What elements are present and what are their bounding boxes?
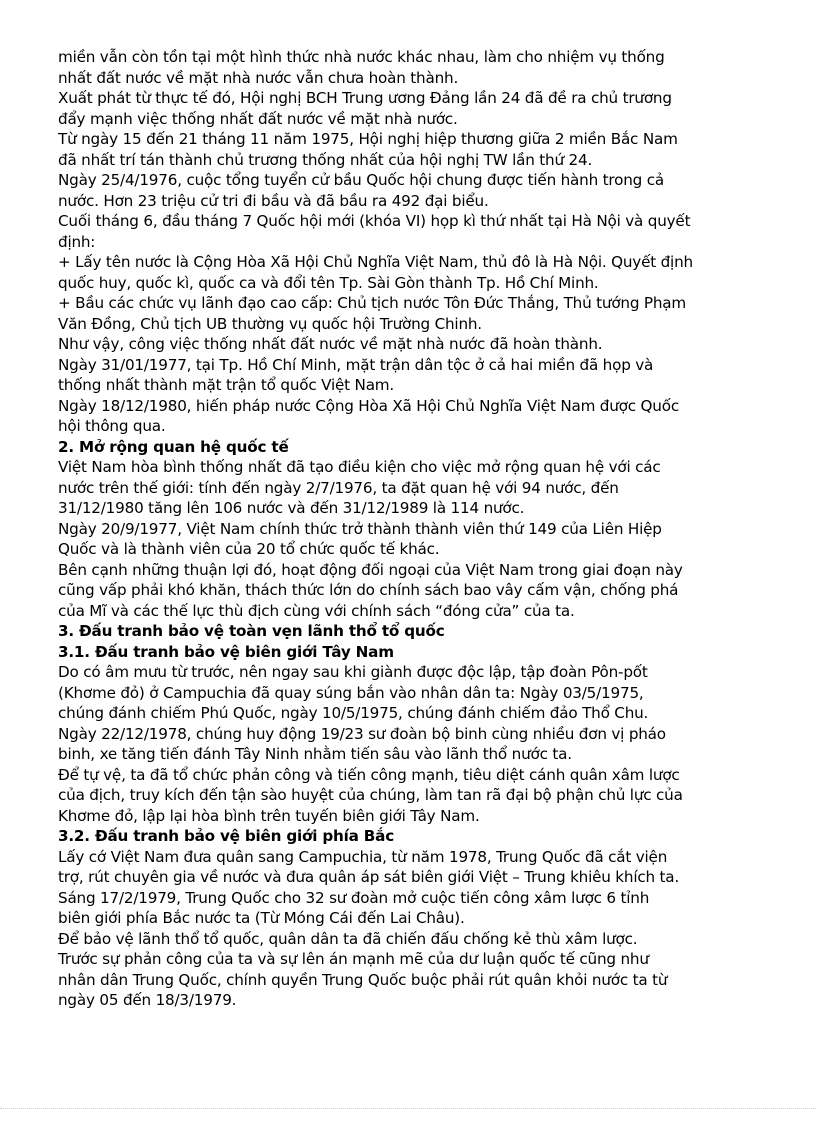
- text-line: Như vậy, công việc thống nhất đất nước về mặt nhà nước đã hoàn thành.: [58, 335, 603, 353]
- text-line: Ngày 20/9/1977, Việt Nam chính thức trở thành thành viên thứ 149 của Liên Hiệp: [58, 519, 662, 538]
- text-line: Sáng 17/2/1979, Trung Quốc cho 32 sư đoàn mở cuộc tiến công xâm lược 6 tỉnh: [58, 888, 650, 907]
- text-line: Ngày 22/12/1978, chúng huy động 19/23 sư đoàn bộ binh cùng nhiều đơn vị pháo: [58, 724, 666, 743]
- text-line: Việt Nam hòa bình thống nhất đã tạo điều kiện cho việc mở rộng quan hệ với các: [58, 458, 661, 476]
- text-line: nước trên thế giới: tính đến ngày 2/7/1976, ta đặt quan hệ với 94 nước, đến: [58, 478, 619, 497]
- text-line: Văn Đồng, Chủ tịch UB thường vụ quốc hội Trường Chinh.: [58, 314, 482, 333]
- text-line: 31/12/1980 tăng lên 106 nước và đến 31/12/1989 là 114 nước.: [58, 499, 525, 517]
- page-bottom-divider: [0, 1108, 816, 1110]
- text-line: thống nhất thành mặt trận tổ quốc Việt Nam.: [58, 376, 395, 394]
- text-line: Trước sự phản công của ta và sự lên án mạnh mẽ của dư luận quốc tế cũng như: [58, 950, 649, 968]
- section-heading: 3. Đấu tranh bảo vệ toàn vẹn lãnh thổ tổ quốc: [58, 622, 445, 640]
- text-line: của Mĩ và các thế lực thù địch cùng với chính sách “đóng cửa” của ta.: [58, 601, 575, 620]
- text-line: Để tự vệ, ta đã tổ chức phản công và tiến công mạnh, tiêu diệt cánh quân xâm lược: [58, 765, 680, 784]
- section-heading: 3.2. Đấu tranh bảo vệ biên giới phía Bắc: [58, 827, 395, 845]
- text-line: Quốc và là thành viên của 20 tổ chức quốc tế khác.: [58, 540, 440, 558]
- text-line: ngày 05 đến 18/3/1979.: [58, 991, 237, 1009]
- section-heading: 2. Mở rộng quan hệ quốc tế: [58, 437, 289, 456]
- text-line: Ngày 25/4/1976, cuộc tổng tuyển cử bầu Quốc hội chung được tiến hành trong cả: [58, 171, 664, 189]
- text-line: (Khơme đỏ) ở Campuchia đã quay súng bắn vào nhân dân ta: Ngày 03/5/1975,: [58, 683, 644, 702]
- text-line: nhất đất nước về mặt nhà nước vẫn chưa hoàn thành.: [58, 68, 459, 87]
- text-line: Cuối tháng 6, đầu tháng 7 Quốc hội mới (khóa VI) họp kì thứ nhất tại Hà Nội và quyết: [58, 212, 691, 230]
- text-line: chúng đánh chiếm Phú Quốc, ngày 10/5/1975, chúng đánh chiếm đảo Thổ Chu.: [58, 704, 649, 722]
- text-line: Bên cạnh những thuận lợi đó, hoạt động đối ngoại của Việt Nam trong giai đoạn này: [58, 560, 683, 579]
- text-line: của địch, truy kích đến tận sào huyệt của chúng, làm tan rã đại bộ phận chủ lực của: [58, 786, 683, 804]
- text-line: nhân dân Trung Quốc, chính quyền Trung Quốc buộc phải rút quân khỏi nước ta từ: [58, 970, 668, 989]
- text-line: đẩy mạnh việc thống nhất đất nước về mặt nhà nước.: [58, 109, 458, 128]
- text-line: cũng vấp phải khó khăn, thách thức lớn do chính sách bao vây cấm vận, chống phá: [58, 581, 679, 599]
- text-line: + Bầu các chức vụ lãnh đạo cao cấp: Chủ tịch nước Tôn Đức Thắng, Thủ tướng Phạm: [58, 294, 687, 312]
- text-line: trợ, rút chuyên gia về nước và đưa quân áp sát biên giới Việt – Trung khiêu khích ta.: [58, 868, 680, 886]
- text-line: nước. Hơn 23 triệu cử tri đi bầu và đã bầu ra 492 đại biểu.: [58, 191, 489, 210]
- text-line: Xuất phát từ thực tế đó, Hội nghị BCH Trung ương Đảng lần 24 đã đề ra chủ trương: [58, 89, 672, 107]
- section-heading: 3.1. Đấu tranh bảo vệ biên giới Tây Nam: [58, 642, 394, 661]
- text-line: Khơme đỏ, lập lại hòa bình trên tuyến biên giới Tây Nam.: [58, 806, 480, 825]
- text-line: miền vẫn còn tồn tại một hình thức nhà nước khác nhau, làm cho nhiệm vụ thống: [58, 48, 665, 66]
- text-line: + Lấy tên nước là Cộng Hòa Xã Hội Chủ Nghĩa Việt Nam, thủ đô là Hà Nội. Quyết định: [58, 253, 693, 271]
- text-line: Để bảo vệ lãnh thổ tổ quốc, quân dân ta đã chiến đấu chống kẻ thù xâm lược.: [58, 929, 638, 948]
- text-line: đã nhất trí tán thành chủ trương thống nhất của hội nghị TW lần thứ 24.: [58, 150, 593, 169]
- text-line: Ngày 18/12/1980, hiến pháp nước Cộng Hòa Xã Hội Chủ Nghĩa Việt Nam được Quốc: [58, 396, 679, 415]
- text-line: binh, xe tăng tiến đánh Tây Ninh nhằm tiến sâu vào lãnh thổ nước ta.: [58, 745, 572, 763]
- document-page: [58, 47, 758, 1011]
- text-line: biên giới phía Bắc nước ta (Từ Móng Cái đến Lai Châu).: [58, 909, 465, 927]
- text-line: định:: [58, 232, 96, 251]
- text-line: Lấy cớ Việt Nam đưa quân sang Campuchia, từ năm 1978, Trung Quốc đã cắt viện: [58, 847, 668, 866]
- text-line: Do có âm mưu từ trước, nên ngay sau khi giành được độc lập, tập đoàn Pôn-pốt: [58, 663, 648, 681]
- text-line: Từ ngày 15 đến 21 tháng 11 năm 1975, Hội nghị hiệp thương giữa 2 miền Bắc Nam: [58, 130, 678, 148]
- text-line: hội thông qua.: [58, 417, 166, 435]
- text-line: quốc huy, quốc kì, quốc ca và đổi tên Tp. Sài Gòn thành Tp. Hồ Chí Minh.: [58, 273, 599, 292]
- text-line: Ngày 31/01/1977, tại Tp. Hồ Chí Minh, mặt trận dân tộc ở cả hai miền đã họp và: [58, 355, 654, 374]
